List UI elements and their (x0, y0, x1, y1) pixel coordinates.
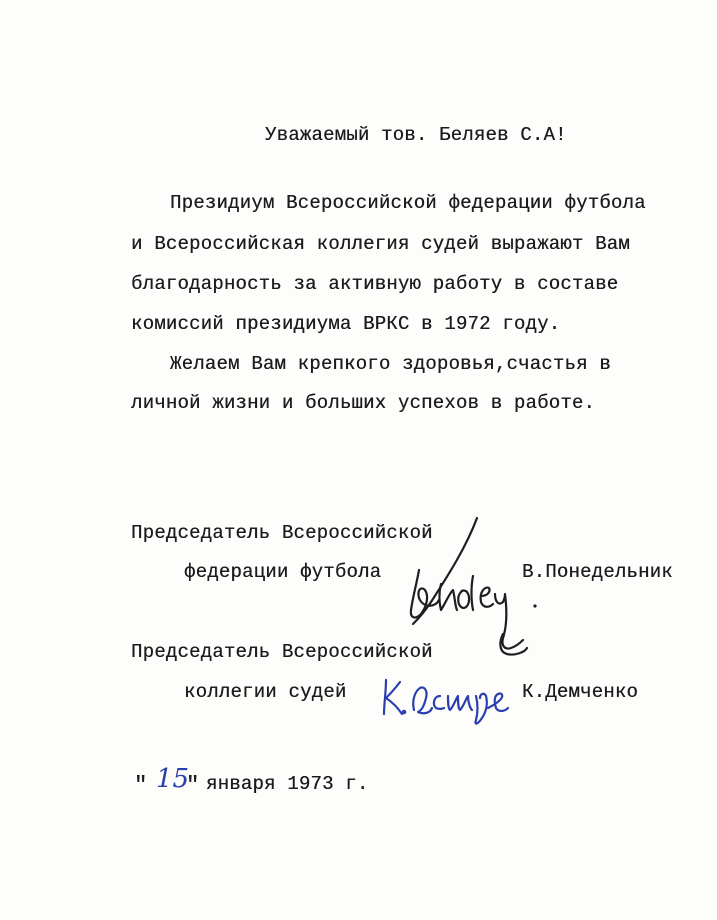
signatory-2-name: К.Демченко (522, 681, 639, 703)
paragraph-2-line-2: личной жизни и больших успехов в работе. (131, 392, 596, 414)
signatory-1-title-line-1: Председатель Всероссийской (131, 522, 433, 544)
signatory-1-title-line-2: федерации футбола (184, 561, 382, 583)
paragraph-1-line-4: комиссий президиума ВРКС в 1972 году. (131, 313, 561, 335)
paragraph-1-line-2: и Всероссийская коллегия судей выражают Вам (131, 233, 630, 255)
signature-demchenko (378, 668, 518, 728)
signatory-2-title-line-1: Председатель Всероссийской (131, 641, 433, 663)
paragraph-1-line-3: благодарность за активную работу в составе (131, 273, 619, 295)
date-day: 15 (156, 764, 190, 794)
paragraph-1-line-1: Президиум Всероссийской федерации футбола (170, 192, 646, 214)
signatory-2-title-line-2: коллегии судей (184, 681, 347, 703)
signatory-1-name: В.Понедельник (522, 561, 673, 583)
paragraph-2-line-1: Желаем Вам крепкого здоровья,счастья в (170, 353, 611, 375)
date-open-quote: " (134, 773, 148, 798)
greeting: Уважаемый тов. Беляев С.А! (265, 124, 567, 146)
date-close-quote: " (186, 773, 200, 798)
date-month-year: января 1973 г. (206, 773, 369, 795)
